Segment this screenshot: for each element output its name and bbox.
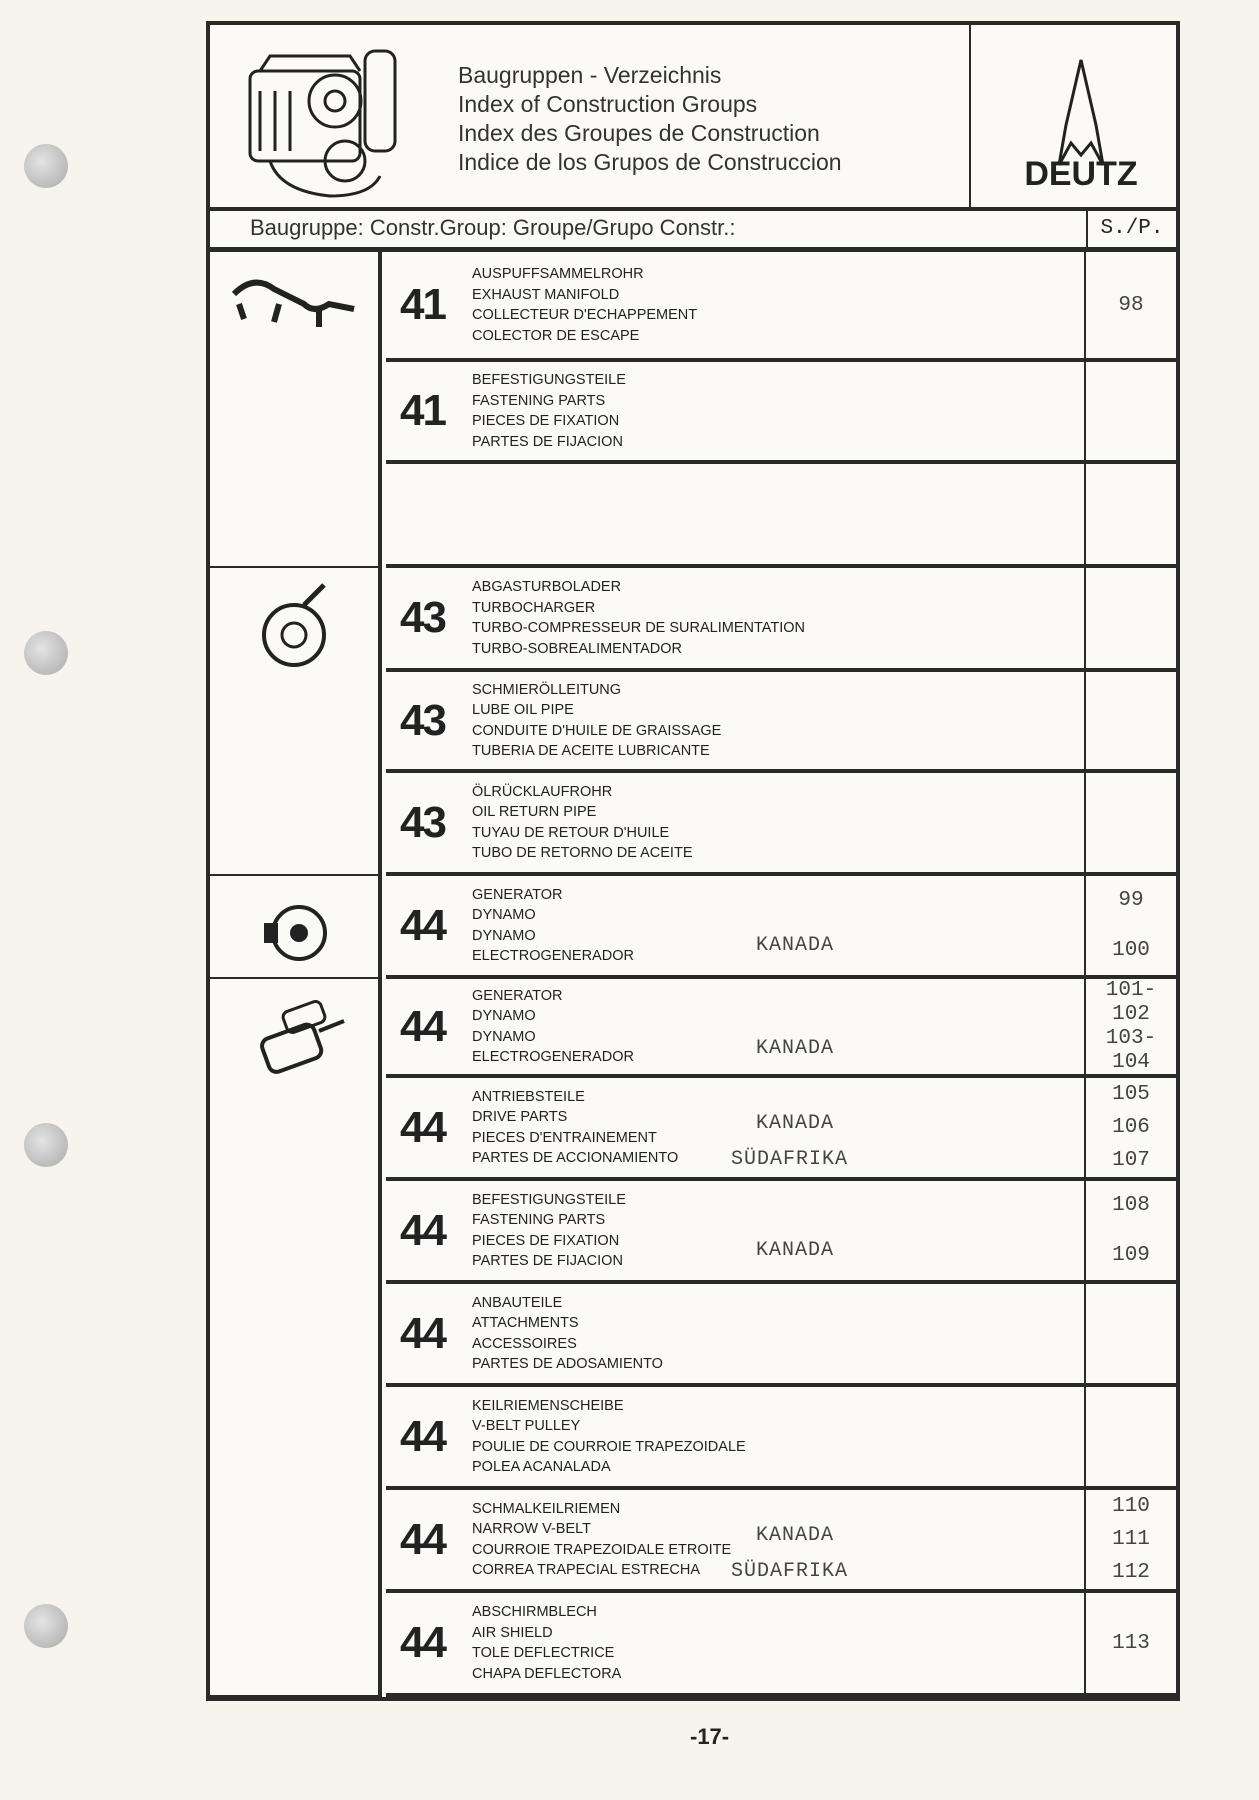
description-line: TUBO DE RETORNO DE ACEITE (472, 845, 693, 861)
page-reference-cell (1084, 1387, 1176, 1486)
group-description (472, 1499, 731, 1581)
country-note: KANADA (756, 1037, 835, 1060)
page-reference: 109 (1112, 1243, 1150, 1267)
page-reference: 98 (1118, 293, 1144, 317)
page-reference: 101- (1105, 979, 1157, 1003)
table-row (386, 1490, 1176, 1593)
group-description (472, 1293, 663, 1375)
table-row (386, 979, 1176, 1078)
page-reference: 110 (1112, 1495, 1150, 1518)
group-illustration-cell (210, 252, 382, 568)
description-line: ACCESSOIRES (472, 1335, 577, 1352)
page-reference: 105 (1112, 1083, 1150, 1106)
description-line: CONDUITE D'HUILE DE GRAISSAGE (472, 722, 722, 739)
page-reference-cell (1084, 252, 1176, 358)
description-line: COURROIE TRAPEZOIDALE ETROITE (472, 1541, 732, 1558)
country-note: KANADA (756, 1112, 835, 1135)
brand-text: DEUTZ (1024, 155, 1138, 193)
generator-icon (224, 888, 364, 988)
table-row (386, 1284, 1176, 1387)
page-reference-cell (1084, 568, 1176, 668)
description-line: AUSPUFFSAMMELROHR (472, 266, 644, 282)
description-line: SCHMIERÖLLEITUNG (472, 681, 622, 698)
group-number: 43 (400, 593, 445, 642)
description-line: PARTES DE FIJACION (472, 1253, 623, 1269)
description-line: KEILRIEMENSCHEIBE (472, 1397, 624, 1414)
group-description (472, 782, 693, 864)
description-line: FASTENING PARTS (472, 392, 606, 409)
table-row (386, 464, 1176, 568)
page-reference-cell (1084, 362, 1176, 460)
group-description (472, 1087, 678, 1169)
description-line: PARTES DE ACCIONAMIENTO (472, 1150, 679, 1166)
country-note: SÜDAFRIKA (731, 1148, 849, 1171)
page-reference: 99 (1118, 889, 1144, 913)
page-reference-cell (1084, 979, 1176, 1074)
description-line: PIECES D'ENTRAINEMENT (472, 1129, 657, 1146)
description-line: NARROW V-BELT (472, 1521, 591, 1537)
description-line: PARTES DE ADOSAMIENTO (472, 1356, 663, 1372)
description-line: SCHMALKEILRIEMEN (472, 1500, 621, 1517)
page-reference: 113 (1112, 1631, 1150, 1655)
group-column-label: Baugruppe: Constr.Group: Groupe/Grupo Constr.: (250, 215, 736, 240)
table-row (386, 1593, 1176, 1697)
table-row (386, 1078, 1176, 1181)
group-description (472, 680, 721, 762)
page-reference: 100 (1112, 938, 1150, 962)
page-reference-cell (1084, 876, 1176, 975)
page-reference-cell (1084, 1181, 1176, 1280)
page-reference-cell (1084, 1078, 1176, 1177)
description-line: BEFESTIGUNGSTEILE (472, 372, 626, 388)
deutz-logo (969, 25, 1176, 207)
group-number: 41 (400, 280, 445, 329)
table-row (386, 672, 1176, 773)
description-line: TURBO-SOBREALIMENTADOR (472, 640, 683, 657)
punch-hole (24, 1123, 68, 1167)
description-line: ABGASTURBOLADER (472, 579, 622, 595)
page-reference: 112 (1112, 1561, 1150, 1584)
description-line: COLLECTEUR D'ECHAPPEMENT (472, 307, 698, 323)
group-number: 44 (400, 1102, 445, 1152)
description-line: TOLE DEFLECTRICE (472, 1645, 615, 1661)
description-line: GENERATOR (472, 987, 563, 1004)
exhaust-manifold-icon (224, 264, 364, 364)
table-row (386, 362, 1176, 464)
page-reference-cell (1084, 464, 1176, 564)
column-header (210, 211, 1176, 252)
group-description (472, 1396, 746, 1478)
deutz-logo-mark (971, 25, 1176, 207)
page-number: -17- (690, 1724, 730, 1749)
description-line: CORREA TRAPECIAL ESTRECHA (472, 1562, 701, 1578)
description-line: TURBO-COMPRESSEUR DE SURALIMENTATION (472, 620, 805, 636)
description-line: AIR SHIELD (472, 1624, 553, 1641)
group-number: 43 (400, 695, 445, 745)
description-line: TUYAU DE RETOUR D'HUILE (472, 824, 670, 841)
country-note: KANADA (756, 1524, 835, 1547)
page-column-label: S./P. (1086, 211, 1176, 247)
engine-icon (230, 31, 410, 203)
description-line: ANBAUTEILE (472, 1294, 563, 1311)
page-reference-cell (1084, 773, 1176, 872)
header-titles (458, 61, 842, 177)
description-line: CHAPA DEFLECTORA (472, 1665, 622, 1682)
group-number: 44 (400, 1411, 445, 1461)
group-number: 41 (400, 386, 445, 435)
description-line: TUBERIA DE ACEITE LUBRICANTE (472, 743, 710, 759)
description-line: PIECES DE FIXATION (472, 1232, 620, 1249)
turbocharger-icon (224, 580, 364, 680)
description-line: DYNAMO (472, 1008, 536, 1024)
page-reference-cell (1084, 1593, 1176, 1693)
table-row (386, 1181, 1176, 1284)
description-line: TURBOCHARGER (472, 599, 596, 616)
group-number: 44 (400, 1308, 445, 1358)
country-note: KANADA (756, 934, 835, 957)
country-note: KANADA (756, 1239, 835, 1262)
description-line: ANTRIEBSTEILE (472, 1088, 585, 1105)
description-line: GENERATOR (472, 886, 563, 903)
page-reference: 106 (1112, 1116, 1150, 1139)
description-line: ABSCHIRMBLECH (472, 1604, 597, 1620)
group-description (472, 370, 626, 452)
group-description (472, 577, 805, 659)
page-reference: 104 (1112, 1050, 1150, 1074)
group-number: 44 (400, 1514, 445, 1564)
page-reference-cell (1084, 1490, 1176, 1589)
page-reference: 111 (1112, 1528, 1150, 1551)
description-line: ELECTROGENERADOR (472, 948, 634, 964)
description-line: DRIVE PARTS (472, 1109, 568, 1125)
description-line: ATTACHMENTS (472, 1315, 579, 1331)
table-row (386, 1387, 1176, 1490)
page-reference: 107 (1112, 1149, 1150, 1172)
starter-motor-icon (224, 991, 364, 1091)
title-es: Indice de los Grupos de Construccion (458, 149, 842, 175)
description-line: V-BELT PULLEY (472, 1418, 581, 1434)
table-row (386, 773, 1176, 876)
description-line: DYNAMO (472, 1028, 536, 1045)
description-line: COLECTOR DE ESCAPE (472, 327, 640, 344)
page-reference-cell (1084, 1284, 1176, 1383)
title-en: Index of Construction Groups (458, 91, 758, 117)
table-row (386, 568, 1176, 672)
description-line: ELECTROGENERADOR (472, 1049, 634, 1065)
description-line: PARTES DE FIJACION (472, 433, 623, 450)
group-illustration-cell (210, 979, 382, 1697)
page-reference: 108 (1112, 1194, 1150, 1218)
page-reference: 103- (1105, 1026, 1157, 1050)
group-number: 44 (400, 1618, 445, 1667)
title-de: Baugruppen - Verzeichnis (458, 62, 722, 88)
group-number: 44 (400, 1001, 445, 1051)
header (210, 25, 1176, 211)
group-number: 44 (400, 900, 445, 950)
country-note: SÜDAFRIKA (731, 1560, 849, 1583)
table-body (210, 252, 1176, 1697)
title-fr: Index des Groupes de Construction (458, 120, 820, 146)
group-description (472, 986, 634, 1068)
punch-hole (24, 144, 68, 188)
group-description (472, 1190, 626, 1272)
group-illustration-cell (210, 568, 382, 876)
description-line: OIL RETURN PIPE (472, 804, 597, 820)
group-description (472, 264, 697, 346)
group-description (472, 885, 634, 967)
description-line: PIECES DE FIXATION (472, 413, 620, 429)
table-row (386, 252, 1176, 362)
punch-hole (24, 631, 68, 675)
description-line: DYNAMO (472, 907, 536, 923)
description-line: DYNAMO (472, 927, 536, 944)
group-number: 43 (400, 797, 445, 847)
page-reference-cell (1084, 672, 1176, 769)
description-line: LUBE OIL PIPE (472, 702, 574, 718)
group-number: 44 (400, 1205, 445, 1255)
description-line: EXHAUST MANIFOLD (472, 286, 620, 303)
punch-hole (24, 1604, 68, 1648)
group-description (472, 1602, 621, 1684)
description-line: FASTENING PARTS (472, 1212, 606, 1228)
description-line: ÖLRÜCKLAUFROHR (472, 783, 613, 800)
description-line: POULIE DE COURROIE TRAPEZOIDALE (472, 1438, 746, 1455)
description-line: BEFESTIGUNGSTEILE (472, 1191, 626, 1208)
group-illustration-cell (210, 876, 382, 979)
table-row (386, 876, 1176, 979)
index-table (206, 21, 1180, 1701)
description-line: POLEA ACANALADA (472, 1459, 611, 1475)
page-reference: 102 (1112, 1003, 1150, 1027)
